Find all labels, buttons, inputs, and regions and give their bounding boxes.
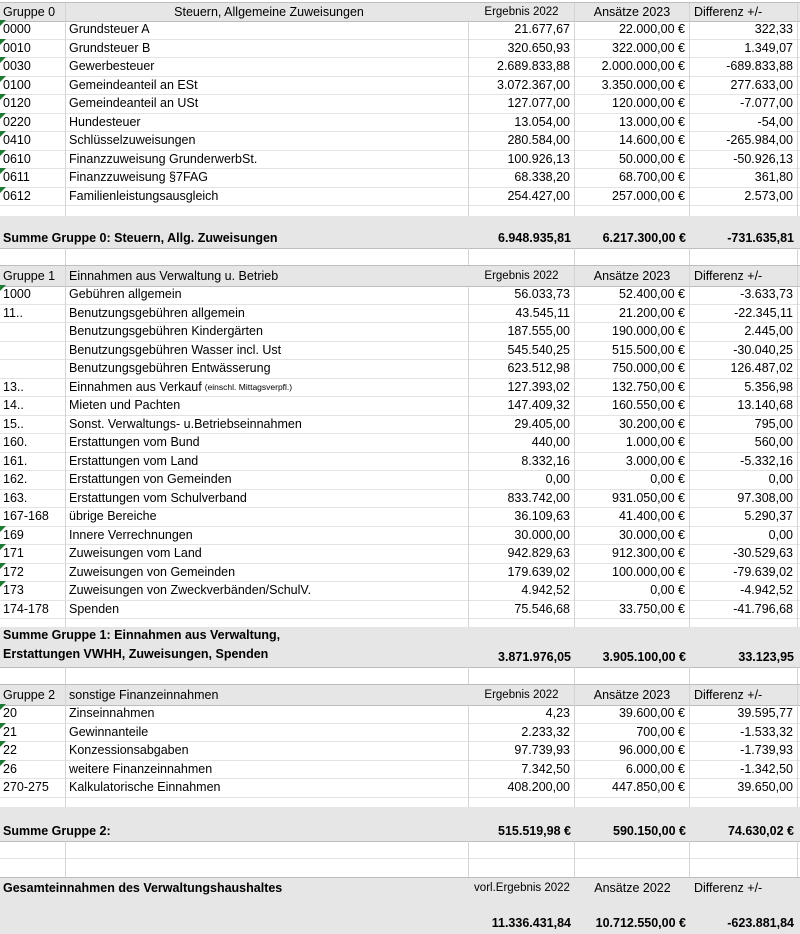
table-row (0, 489, 800, 509)
row-plan[interactable]: 700,00 € (575, 723, 690, 742)
row-diff[interactable]: 277.633,00 (690, 76, 798, 95)
group0-code[interactable]: Gruppe 0 (0, 3, 66, 21)
row-name[interactable]: weitere Finanzeinnahmen (66, 760, 469, 779)
row-name[interactable]: Grundsteuer A (66, 20, 469, 39)
empty-cell[interactable] (66, 858, 469, 877)
row-name[interactable]: Sonst. Verwaltungs- u.Betriebseinnahmen (66, 415, 469, 434)
empty-cell[interactable] (469, 618, 575, 627)
group2-sum-label[interactable]: Summe Gruppe 2: (3, 824, 111, 838)
empty-cell[interactable] (575, 205, 690, 216)
row-diff[interactable]: -30.040,25 (690, 341, 798, 360)
table-row (0, 187, 800, 207)
row-name[interactable]: Benutzungsgebühren Kindergärten (66, 322, 469, 341)
table-row (0, 507, 800, 527)
row-code[interactable]: 0220 (0, 113, 66, 132)
row-result[interactable]: 43.545,11 (469, 304, 575, 323)
row-name[interactable]: Zuweisungen von Zweckverbänden/SchulV. (66, 581, 469, 600)
empty-cell[interactable] (690, 618, 798, 627)
row-result[interactable]: 2.233,32 (469, 723, 575, 742)
total-col-diff-header[interactable]: Differenz +/- (694, 881, 763, 895)
row-result[interactable]: 833.742,00 (469, 489, 575, 508)
group2-title[interactable]: sonstige Finanzeinnahmen (69, 688, 219, 702)
empty-cell[interactable] (469, 248, 575, 265)
row-diff[interactable]: 2.445,00 (690, 322, 798, 341)
row-diff[interactable]: -1.342,50 (690, 760, 798, 779)
row-diff[interactable]: 361,80 (690, 168, 798, 187)
table-row (0, 168, 800, 188)
table-row (0, 396, 800, 416)
empty-cell[interactable] (469, 205, 575, 216)
row-diff[interactable]: -41.796,68 (690, 600, 798, 619)
row-name[interactable]: Gemeindeanteil an ESt (66, 76, 469, 95)
group1-sum-label[interactable] (0, 627, 469, 667)
group2-sum-result[interactable]: 515.519,98 € (498, 824, 571, 838)
table-row (0, 415, 800, 435)
row-plan[interactable]: 52.400,00 € (575, 285, 690, 304)
row-plan[interactable]: 120.000,00 € (575, 94, 690, 113)
row-name[interactable]: Spenden (66, 600, 469, 619)
row-name[interactable]: Finanzzuweisung §7FAG (66, 168, 469, 187)
row-diff[interactable]: 322,33 (690, 20, 798, 39)
row-diff[interactable]: 1.349,07 (690, 39, 798, 58)
row-code[interactable]: 0120 (0, 94, 66, 113)
row-diff[interactable]: 13.140,68 (690, 396, 798, 415)
row-plan[interactable]: 3.000,00 € (575, 452, 690, 471)
row-name[interactable]: Gebühren allgemein (66, 285, 469, 304)
row-plan[interactable]: 50.000,00 € (575, 150, 690, 169)
row-result[interactable]: 68.338,20 (469, 168, 575, 187)
empty-cell[interactable] (690, 841, 798, 858)
row-code[interactable]: 172 (0, 563, 66, 582)
row-name[interactable]: Hundesteuer (66, 113, 469, 132)
row-diff[interactable]: -1.533,32 (690, 723, 798, 742)
row-diff[interactable]: -50.926,13 (690, 150, 798, 169)
total-label[interactable]: Gesamteinnahmen des Verwaltungshaushaltes (3, 881, 283, 895)
row-diff[interactable]: 39.595,77 (690, 704, 798, 723)
total-header-row (0, 877, 800, 898)
row-name[interactable]: Finanzzuweisung GrunderwerbSt. (66, 150, 469, 169)
row-plan[interactable]: 1.000,00 € (575, 433, 690, 452)
total-diff[interactable]: -623.881,84 (727, 916, 794, 930)
group0-sum-result[interactable]: 6.948.935,81 (498, 231, 571, 245)
empty-cell[interactable] (0, 205, 66, 216)
row-result[interactable]: 75.546,68 (469, 600, 575, 619)
row-code[interactable]: 160. (0, 433, 66, 452)
group1-header-row (0, 265, 800, 287)
row-name[interactable]: Erstattungen vom Bund (66, 433, 469, 452)
row-plan[interactable]: 3.350.000,00 € (575, 76, 690, 95)
row-diff[interactable]: -4.942,52 (690, 581, 798, 600)
col-plan-header[interactable]: Ansätze 2023 (575, 266, 690, 286)
row-result[interactable]: 254.427,00 (469, 187, 575, 206)
empty-cell[interactable] (469, 797, 575, 808)
row-plan[interactable]: 30.200,00 € (575, 415, 690, 434)
table-row (0, 778, 800, 798)
empty-cell[interactable] (575, 841, 690, 858)
row-code[interactable]: 0410 (0, 131, 66, 150)
row-code[interactable]: 270-275 (0, 778, 66, 797)
table-row (0, 131, 800, 151)
empty-cell[interactable] (575, 667, 690, 684)
col-diff-header[interactable]: Differenz +/- (690, 685, 798, 705)
total-plan[interactable]: 10.712.550,00 € (595, 916, 686, 930)
row-name[interactable]: Schlüsselzuweisungen (66, 131, 469, 150)
row-result[interactable]: 440,00 (469, 433, 575, 452)
table-row (0, 723, 800, 743)
row-plan[interactable]: 132.750,00 € (575, 378, 690, 397)
row-plan[interactable]: 515.500,00 € (575, 341, 690, 360)
row-result[interactable]: 56.033,73 (469, 285, 575, 304)
row-plan[interactable]: 13.000,00 € (575, 113, 690, 132)
row-plan[interactable]: 0,00 € (575, 470, 690, 489)
table-row (0, 544, 800, 564)
row-code[interactable]: 163. (0, 489, 66, 508)
row-code[interactable]: 161. (0, 452, 66, 471)
row-plan[interactable]: 33.750,00 € (575, 600, 690, 619)
row-name[interactable]: Grundsteuer B (66, 39, 469, 58)
row-diff[interactable]: -1.739,93 (690, 741, 798, 760)
row-code[interactable]: 171 (0, 544, 66, 563)
row-code[interactable]: 13.. (0, 378, 66, 397)
row-diff[interactable]: -265.984,00 (690, 131, 798, 150)
row-result[interactable]: 4,23 (469, 704, 575, 723)
row-result[interactable]: 0,00 (469, 470, 575, 489)
table-row (0, 704, 800, 724)
row-name[interactable]: Benutzungsgebühren allgemein (66, 304, 469, 323)
group1-sum-label-line1: Summe Gruppe 1: Einnahmen aus Verwaltung, (3, 628, 281, 642)
group1-sum-result[interactable]: 3.871.976,05 (498, 650, 571, 664)
row-code[interactable]: 1000 (0, 285, 66, 304)
group2-sum-row (0, 807, 800, 842)
group1-sum-label-line2: Erstattungen VWHH, Zuweisungen, Spenden (3, 647, 269, 661)
empty-cell[interactable] (575, 618, 690, 627)
group0-sum-plan[interactable]: 6.217.300,00 € (602, 231, 686, 245)
empty-cell[interactable] (690, 667, 798, 684)
row-name[interactable]: Benutzungsgebühren Wasser incl. Ust (66, 341, 469, 360)
row-result[interactable]: 2.689.833,88 (469, 57, 575, 76)
table-row (0, 563, 800, 583)
row-result[interactable]: 623.512,98 (469, 359, 575, 378)
table-row (0, 741, 800, 761)
row-result[interactable]: 36.109,63 (469, 507, 575, 526)
group2-header-row (0, 684, 800, 706)
empty-cell[interactable] (0, 797, 66, 808)
empty-cell[interactable] (66, 667, 469, 684)
group0-title[interactable]: Steuern, Allgemeine Zuweisungen (174, 5, 364, 19)
row-plan[interactable]: 931.050,00 € (575, 489, 690, 508)
row-code[interactable]: 22 (0, 741, 66, 760)
row-code[interactable]: 21 (0, 723, 66, 742)
row-result[interactable]: 127.393,02 (469, 378, 575, 397)
group2-code[interactable]: Gruppe 2 (0, 685, 66, 705)
row-diff[interactable]: 560,00 (690, 433, 798, 452)
row-name[interactable]: Innere Verrechnungen (66, 526, 469, 545)
row-diff[interactable]: 5.290,37 (690, 507, 798, 526)
row-diff[interactable]: 97.308,00 (690, 489, 798, 508)
row-name[interactable]: Erstattungen von Gemeinden (66, 470, 469, 489)
row-plan[interactable]: 30.000,00 € (575, 526, 690, 545)
row-name[interactable]: Erstattungen vom Land (66, 452, 469, 471)
row-name[interactable]: Zuweisungen von Gemeinden (66, 563, 469, 582)
row-diff[interactable]: 39.650,00 (690, 778, 798, 797)
row-name[interactable]: Gemeindeanteil an USt (66, 94, 469, 113)
row-plan[interactable]: 0,00 € (575, 581, 690, 600)
row-code[interactable]: 167-168 (0, 507, 66, 526)
empty-cell[interactable] (690, 248, 798, 265)
row-name[interactable]: Gewerbesteuer (66, 57, 469, 76)
row-diff[interactable]: -79.639,02 (690, 563, 798, 582)
group0-header-row (0, 2, 800, 22)
row-code[interactable]: 0611 (0, 168, 66, 187)
row-result[interactable]: 100.926,13 (469, 150, 575, 169)
blank-row (0, 667, 800, 685)
table-row (0, 452, 800, 472)
col-diff-header[interactable]: Differenz +/- (690, 3, 798, 21)
row-result[interactable]: 21.677,67 (469, 20, 575, 39)
group1-sum-plan[interactable]: 3.905.100,00 € (602, 650, 686, 664)
row-code[interactable]: 20 (0, 704, 66, 723)
empty-cell[interactable] (690, 797, 798, 808)
blank-row (0, 858, 800, 878)
row-code[interactable]: 15.. (0, 415, 66, 434)
table-row (0, 304, 800, 324)
row-code[interactable]: 173 (0, 581, 66, 600)
table-row (0, 359, 800, 379)
row-result[interactable]: 3.072.367,00 (469, 76, 575, 95)
group1-code[interactable]: Gruppe 1 (0, 266, 66, 286)
row-code[interactable]: 14.. (0, 396, 66, 415)
row-code[interactable]: 0000 (0, 20, 66, 39)
row-name[interactable] (66, 378, 469, 397)
row-plan[interactable]: 39.600,00 € (575, 704, 690, 723)
row-diff[interactable]: 0,00 (690, 526, 798, 545)
table-row (0, 285, 800, 305)
row-code[interactable]: 169 (0, 526, 66, 545)
table-row (0, 378, 800, 398)
table-row (0, 526, 800, 546)
empty-cell[interactable] (66, 248, 469, 265)
blank-row (0, 841, 800, 859)
row-name[interactable]: Erstattungen vom Schulverband (66, 489, 469, 508)
row-plan[interactable]: 2.000.000,00 € (575, 57, 690, 76)
row-plan[interactable]: 750.000,00 € (575, 359, 690, 378)
row-plan[interactable]: 912.300,00 € (575, 544, 690, 563)
row-name[interactable]: Familienleistungsausgleich (66, 187, 469, 206)
row-code[interactable] (0, 341, 66, 360)
group2-sum-plan[interactable]: 590.150,00 € (613, 824, 686, 838)
row-plan[interactable]: 322.000,00 € (575, 39, 690, 58)
group1-title[interactable]: Einnahmen aus Verwaltung u. Betrieb (69, 269, 279, 283)
row-diff[interactable]: -30.529,63 (690, 544, 798, 563)
empty-cell[interactable] (690, 205, 798, 216)
row-name-text: Einnahmen aus Verkauf (69, 379, 202, 394)
row-code[interactable]: 0610 (0, 150, 66, 169)
table-row (0, 57, 800, 77)
row-plan[interactable]: 257.000,00 € (575, 187, 690, 206)
row-code[interactable]: 0030 (0, 57, 66, 76)
row-plan[interactable]: 68.700,00 € (575, 168, 690, 187)
row-name[interactable]: Benutzungsgebühren Entwässerung (66, 359, 469, 378)
empty-cell[interactable] (0, 667, 66, 684)
table-row (0, 94, 800, 114)
table-row (0, 322, 800, 342)
group0-sum-diff[interactable]: -731.635,81 (727, 231, 794, 245)
row-diff[interactable]: 2.573,00 (690, 187, 798, 206)
table-row (0, 470, 800, 490)
empty-cell[interactable] (575, 858, 690, 877)
col-plan-header[interactable]: Ansätze 2023 (575, 3, 690, 21)
empty-cell[interactable] (0, 248, 66, 265)
table-row (0, 433, 800, 453)
row-result[interactable]: 942.829,63 (469, 544, 575, 563)
col-result-header[interactable]: Ergebnis 2022 (469, 266, 575, 286)
empty-cell[interactable] (575, 797, 690, 808)
row-result[interactable]: 8.332,16 (469, 452, 575, 471)
table-row (0, 20, 800, 40)
empty-cell[interactable] (66, 205, 469, 216)
group2-sum-diff[interactable]: 74.630,02 € (727, 824, 794, 838)
row-result[interactable]: 13.054,00 (469, 113, 575, 132)
row-result[interactable]: 147.409,32 (469, 396, 575, 415)
row-result[interactable]: 280.584,00 (469, 131, 575, 150)
table-row (0, 341, 800, 361)
table-row (0, 600, 800, 620)
row-name-note: (einschl. Mittagsverpfl.) (204, 381, 293, 392)
empty-cell[interactable] (66, 797, 469, 808)
table-row (0, 150, 800, 170)
row-plan[interactable]: 22.000,00 € (575, 20, 690, 39)
table-row (0, 760, 800, 780)
group1-sum-diff[interactable]: 33.123,95 (738, 650, 794, 664)
row-code[interactable]: 0010 (0, 39, 66, 58)
total-result[interactable]: 11.336.431,84 (491, 916, 571, 930)
row-code[interactable] (0, 359, 66, 378)
row-code[interactable]: 174-178 (0, 600, 66, 619)
row-diff[interactable]: -689.833,88 (690, 57, 798, 76)
row-plan[interactable]: 41.400,00 € (575, 507, 690, 526)
empty-cell[interactable] (469, 841, 575, 858)
row-plan[interactable]: 6.000,00 € (575, 760, 690, 779)
col-result-header[interactable]: Ergebnis 2022 (469, 685, 575, 705)
empty-cell[interactable] (690, 858, 798, 877)
col-result-header[interactable]: Ergebnis 2022 (469, 3, 575, 21)
row-diff[interactable]: 5.356,98 (690, 378, 798, 397)
row-plan[interactable]: 21.200,00 € (575, 304, 690, 323)
col-diff-header[interactable]: Differenz +/- (690, 266, 798, 286)
row-result[interactable]: 127.077,00 (469, 94, 575, 113)
row-diff[interactable]: -7.077,00 (690, 94, 798, 113)
table-row (0, 113, 800, 133)
row-diff[interactable]: 795,00 (690, 415, 798, 434)
group1-sum-row (0, 627, 800, 668)
row-code[interactable]: 26 (0, 760, 66, 779)
blank-row (0, 248, 800, 266)
row-name[interactable]: Zinseinnahmen (66, 704, 469, 723)
row-code[interactable] (0, 322, 66, 341)
row-result[interactable]: 320.650,93 (469, 39, 575, 58)
empty-cell[interactable] (575, 248, 690, 265)
row-result[interactable]: 29.405,00 (469, 415, 575, 434)
row-result[interactable]: 545.540,25 (469, 341, 575, 360)
row-diff[interactable]: -54,00 (690, 113, 798, 132)
row-result[interactable]: 97.739,93 (469, 741, 575, 760)
row-plan[interactable]: 190.000,00 € (575, 322, 690, 341)
table-row (0, 581, 800, 601)
row-result[interactable]: 187.555,00 (469, 322, 575, 341)
empty-cell[interactable] (0, 841, 66, 858)
total-col-plan-header[interactable]: Ansätze 2022 (594, 881, 671, 895)
table-row (0, 39, 800, 59)
row-plan[interactable]: 447.850,00 € (575, 778, 690, 797)
row-code[interactable]: 0612 (0, 187, 66, 206)
row-diff[interactable]: -22.345,11 (690, 304, 798, 323)
group0-sum-row (0, 216, 800, 249)
row-diff[interactable]: 126.487,02 (690, 359, 798, 378)
total-values-row (0, 897, 800, 934)
row-code[interactable]: 0100 (0, 76, 66, 95)
empty-cell[interactable] (66, 841, 469, 858)
col-plan-header[interactable]: Ansätze 2023 (575, 685, 690, 705)
row-result[interactable]: 4.942,52 (469, 581, 575, 600)
row-name[interactable]: Kalkulatorische Einnahmen (66, 778, 469, 797)
row-name[interactable]: Zuweisungen vom Land (66, 544, 469, 563)
row-name[interactable]: Gewinnanteile (66, 723, 469, 742)
row-plan[interactable]: 160.550,00 € (575, 396, 690, 415)
group0-sum-label[interactable]: Summe Gruppe 0: Steuern, Allg. Zuweisungen (3, 231, 278, 245)
row-diff[interactable]: -3.633,73 (690, 285, 798, 304)
row-name[interactable]: übrige Bereiche (66, 507, 469, 526)
row-code[interactable]: 11.. (0, 304, 66, 323)
row-plan[interactable]: 96.000,00 € (575, 741, 690, 760)
row-name[interactable]: Konzessionsabgaben (66, 741, 469, 760)
row-code[interactable]: 162. (0, 470, 66, 489)
empty-cell[interactable] (0, 858, 66, 877)
row-plan[interactable]: 100.000,00 € (575, 563, 690, 582)
table-row (0, 76, 800, 96)
row-plan[interactable]: 14.600,00 € (575, 131, 690, 150)
row-result[interactable]: 408.200,00 (469, 778, 575, 797)
row-result[interactable]: 30.000,00 (469, 526, 575, 545)
row-name[interactable]: Mieten und Pachten (66, 396, 469, 415)
row-diff[interactable]: 0,00 (690, 470, 798, 489)
total-col-result-header[interactable]: vorl.Ergebnis 2022 (474, 882, 570, 894)
row-result[interactable]: 7.342,50 (469, 760, 575, 779)
row-diff[interactable]: -5.332,16 (690, 452, 798, 471)
empty-cell[interactable] (469, 667, 575, 684)
empty-cell[interactable] (469, 858, 575, 877)
row-result[interactable]: 179.639,02 (469, 563, 575, 582)
